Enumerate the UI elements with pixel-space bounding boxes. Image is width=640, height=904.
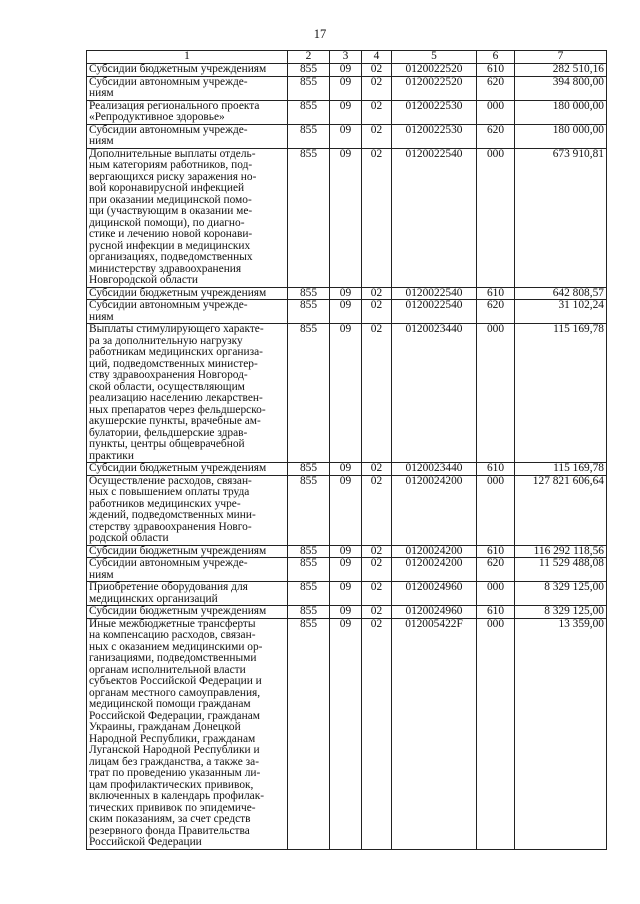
row-col-6: 620 — [477, 76, 515, 100]
row-col-4: 02 — [362, 124, 392, 148]
row-col-3: 09 — [330, 76, 362, 100]
row-name: Субсидии бюджетным учреждениям — [87, 545, 288, 558]
row-col-5: 0120022530 — [392, 124, 477, 148]
row-col-3: 09 — [330, 463, 362, 476]
row-col-4: 02 — [362, 300, 392, 324]
row-name: Субсидии бюджетным учреждениям — [87, 287, 288, 300]
header-col-7: 7 — [515, 51, 607, 64]
table-row — [87, 475, 607, 545]
header-col-3: 3 — [330, 51, 362, 64]
table-row — [87, 100, 607, 124]
row-col-2: 855 — [288, 558, 330, 582]
row-name: Субсидии автономным учрежде- ниям — [87, 300, 288, 324]
row-col-3: 09 — [330, 64, 362, 77]
row-amount: 115 169,78 — [515, 324, 607, 463]
budget-table — [86, 50, 607, 850]
row-col-2: 855 — [288, 606, 330, 619]
row-col-2: 855 — [288, 618, 330, 849]
row-col-4: 02 — [362, 558, 392, 582]
row-name: Иные межбюджетные трансферты на компенсацию расходов, связан- ных с оказанием медицинскими ор- ганизациями, подведомственными органам исполнительной власти субъектов Российской Федерации и органам местного самоуправления, медицинской помощи гражданам Российской Федерации, гражданам Украины, гражданам Донецкой Народной Республики, гражданам Луганской Народной Республики и лицам без гражданства, а также за- трат по проведению указанным ли- цам профилактических прививок, включенных в календарь профилак- тических прививок по эпидемиче- ским показаниям, за счет средств резервного фонда Правительства Российской Федерации — [87, 618, 288, 849]
row-col-3: 09 — [330, 324, 362, 463]
table-row — [87, 324, 607, 463]
table-row — [87, 618, 607, 849]
row-col-4: 02 — [362, 287, 392, 300]
row-col-6: 620 — [477, 558, 515, 582]
row-col-3: 09 — [330, 606, 362, 619]
row-col-2: 855 — [288, 64, 330, 77]
row-col-4: 02 — [362, 100, 392, 124]
row-col-5: 0120022530 — [392, 100, 477, 124]
table-row — [87, 64, 607, 77]
row-col-6: 000 — [477, 618, 515, 849]
row-col-2: 855 — [288, 545, 330, 558]
row-col-4: 02 — [362, 582, 392, 606]
table-row — [87, 300, 607, 324]
row-col-4: 02 — [362, 324, 392, 463]
row-col-3: 09 — [330, 100, 362, 124]
row-col-6: 620 — [477, 300, 515, 324]
row-amount: 115 169,78 — [515, 463, 607, 476]
row-col-3: 09 — [330, 558, 362, 582]
row-col-3: 09 — [330, 475, 362, 545]
row-name: Субсидии бюджетным учреждениям — [87, 463, 288, 476]
header-col-6: 6 — [477, 51, 515, 64]
row-col-2: 855 — [288, 475, 330, 545]
row-col-2: 855 — [288, 582, 330, 606]
table-row — [87, 76, 607, 100]
row-col-2: 855 — [288, 100, 330, 124]
row-col-5: 0120023440 — [392, 324, 477, 463]
row-amount: 394 800,00 — [515, 76, 607, 100]
row-name: Субсидии автономным учрежде- ниям — [87, 124, 288, 148]
table-row — [87, 287, 607, 300]
row-name: Выплаты стимулирующего характе- ра за дополнительную нагрузку работникам медицинских организа- ций, подведомственных министер- ству здравоохранения Новгород- ской области, осуществляющим реализацию населению лекарствен- ных препаратов через фельдшерско- акушерские пункты, врачебные ам- булатории, фельдшерские здрав- пункты, центры общеврачебной практики — [87, 324, 288, 463]
header-col-1: 1 — [87, 51, 288, 64]
row-name: Субсидии бюджетным учреждениям — [87, 64, 288, 77]
row-col-3: 09 — [330, 300, 362, 324]
row-col-6: 610 — [477, 463, 515, 476]
row-col-6: 610 — [477, 287, 515, 300]
row-col-2: 855 — [288, 148, 330, 287]
row-amount: 180 000,00 — [515, 100, 607, 124]
row-col-3: 09 — [330, 148, 362, 287]
row-name: Приобретение оборудования для медицинских организаций — [87, 582, 288, 606]
row-amount: 13 359,00 — [515, 618, 607, 849]
row-col-2: 855 — [288, 463, 330, 476]
row-name: Дополнительные выплаты отдель- ным категориям работников, под- вергающихся риску заражения но- вой коронавирусной инфекцией при оказании медицинской помо- щи (участвующим в оказании ме- дицинской помощи), по диагно- стике и лечению новой коронави- русной инфекции в медицинских организациях, подведомственных министерству здравоохранения Новгородской области — [87, 148, 288, 287]
page-number: 17 — [313, 27, 327, 41]
header-row — [87, 51, 607, 64]
row-col-2: 855 — [288, 124, 330, 148]
row-amount: 282 510,16 — [515, 64, 607, 77]
row-col-2: 855 — [288, 324, 330, 463]
row-col-5: 0120022540 — [392, 148, 477, 287]
row-col-6: 620 — [477, 124, 515, 148]
table-row — [87, 463, 607, 476]
row-col-5: 0120022520 — [392, 64, 477, 77]
row-amount: 673 910,81 — [515, 148, 607, 287]
row-col-6: 610 — [477, 545, 515, 558]
row-amount: 127 821 606,64 — [515, 475, 607, 545]
row-col-6: 000 — [477, 324, 515, 463]
row-col-6: 000 — [477, 148, 515, 287]
row-name: Реализация регионального проекта «Репродуктивное здоровье» — [87, 100, 288, 124]
row-amount: 11 529 488,08 — [515, 558, 607, 582]
row-col-5: 0120022540 — [392, 287, 477, 300]
row-amount: 642 808,57 — [515, 287, 607, 300]
row-col-5: 0120024200 — [392, 558, 477, 582]
row-col-5: 0120024960 — [392, 582, 477, 606]
row-col-5: 0120024200 — [392, 475, 477, 545]
row-col-4: 02 — [362, 64, 392, 77]
row-amount: 8 329 125,00 — [515, 582, 607, 606]
row-name: Субсидии автономным учрежде- ниям — [87, 76, 288, 100]
row-col-4: 02 — [362, 76, 392, 100]
row-col-5: 0120024200 — [392, 545, 477, 558]
row-col-6: 000 — [477, 475, 515, 545]
table-row — [87, 148, 607, 287]
row-col-2: 855 — [288, 300, 330, 324]
row-col-6: 610 — [477, 606, 515, 619]
row-col-3: 09 — [330, 287, 362, 300]
row-col-3: 09 — [330, 124, 362, 148]
table-row — [87, 558, 607, 582]
row-col-3: 09 — [330, 582, 362, 606]
row-col-4: 02 — [362, 545, 392, 558]
row-col-4: 02 — [362, 606, 392, 619]
row-col-6: 000 — [477, 582, 515, 606]
row-col-5: 0120022520 — [392, 76, 477, 100]
table-row — [87, 124, 607, 148]
row-col-4: 02 — [362, 618, 392, 849]
row-col-4: 02 — [362, 148, 392, 287]
row-col-5: 0120022540 — [392, 300, 477, 324]
row-col-6: 610 — [477, 64, 515, 77]
table-row — [87, 582, 607, 606]
row-col-3: 09 — [330, 618, 362, 849]
table-row — [87, 545, 607, 558]
row-name: Субсидии автономным учрежде- ниям — [87, 558, 288, 582]
table-row — [87, 606, 607, 619]
header-col-5: 5 — [392, 51, 477, 64]
row-col-2: 855 — [288, 287, 330, 300]
row-amount: 116 292 118,56 — [515, 545, 607, 558]
row-col-5: 0120023440 — [392, 463, 477, 476]
row-amount: 31 102,24 — [515, 300, 607, 324]
row-col-6: 000 — [477, 100, 515, 124]
row-amount: 8 329 125,00 — [515, 606, 607, 619]
row-col-2: 855 — [288, 76, 330, 100]
header-col-4: 4 — [362, 51, 392, 64]
row-col-5: 012005422F — [392, 618, 477, 849]
row-name: Осуществление расходов, связан- ных с повышением оплаты труда работников медицинских учре- ждений, подведомственных мини- стерству здравоохранения Новго- родской области — [87, 475, 288, 545]
row-col-4: 02 — [362, 475, 392, 545]
header-col-2: 2 — [288, 51, 330, 64]
row-col-4: 02 — [362, 463, 392, 476]
row-amount: 180 000,00 — [515, 124, 607, 148]
row-col-3: 09 — [330, 545, 362, 558]
row-col-5: 0120024960 — [392, 606, 477, 619]
row-name: Субсидии бюджетным учреждениям — [87, 606, 288, 619]
